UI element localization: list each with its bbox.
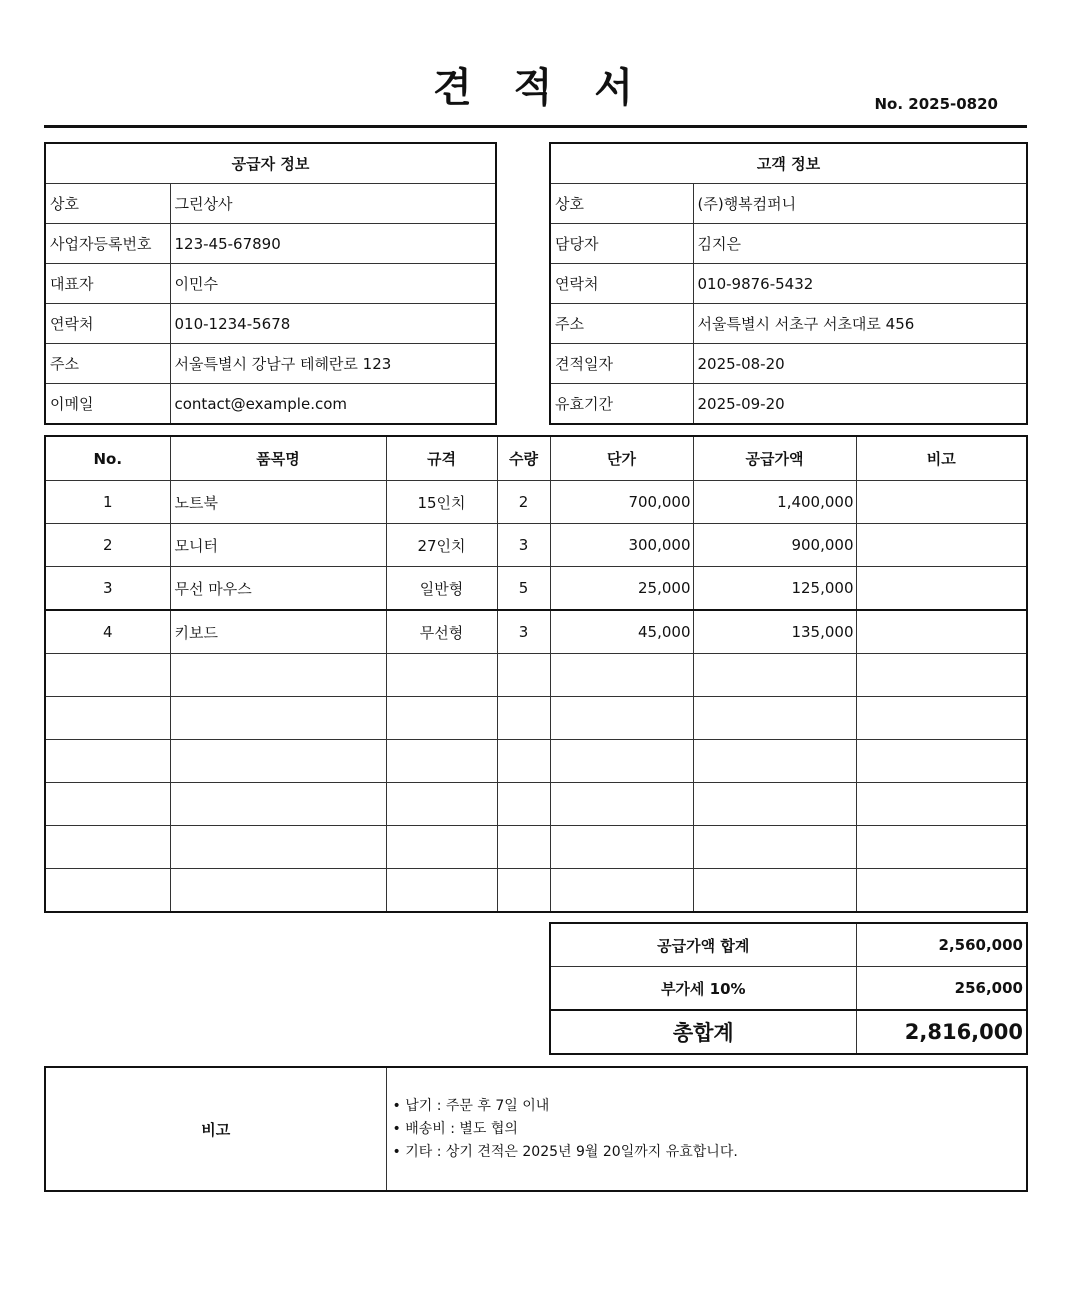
supplier-value: contact@example.com <box>170 384 496 425</box>
item-name: 무선 마우스 <box>170 567 386 611</box>
supplier-value: 그린상사 <box>170 184 496 224</box>
customer-row <box>550 384 1027 425</box>
customer-value: 서울특별시 서초구 서초대로 456 <box>693 304 1027 344</box>
notes-list <box>391 1095 1023 1164</box>
supplier-label: 상호 <box>45 184 170 224</box>
col-header-qty: 수량 <box>497 436 550 481</box>
total-label: 총합계 <box>550 1010 856 1054</box>
col-header-amount: 공급가액 <box>693 436 856 481</box>
empty-row <box>45 783 1027 826</box>
supplier-label: 대표자 <box>45 264 170 304</box>
empty-row <box>45 697 1027 740</box>
document-title: 견 적 서 <box>433 65 647 111</box>
supplier-label: 연락처 <box>45 304 170 344</box>
document-number: No. 2025-0820 <box>874 95 998 113</box>
supplier-row <box>45 304 496 344</box>
table-row <box>45 524 1027 567</box>
supplier-label: 사업자등록번호 <box>45 224 170 264</box>
vat-label: 부가세 10% <box>550 967 856 1011</box>
item-amount: 125,000 <box>693 567 856 611</box>
item-spec: 무선형 <box>386 610 497 654</box>
supplier-row <box>45 264 496 304</box>
summary-table <box>549 922 1028 1055</box>
item-no: 2 <box>45 524 170 567</box>
item-unit-price: 25,000 <box>550 567 693 611</box>
title-divider <box>44 125 1027 128</box>
col-header-unit-price: 단가 <box>550 436 693 481</box>
item-name: 노트북 <box>170 481 386 524</box>
item-unit-price: 300,000 <box>550 524 693 567</box>
item-spec: 27인치 <box>386 524 497 567</box>
customer-info-table <box>549 142 1028 425</box>
item-qty: 3 <box>497 610 550 654</box>
empty-row <box>45 869 1027 913</box>
supplier-row <box>45 184 496 224</box>
total-value: 2,816,000 <box>856 1010 1027 1054</box>
customer-row <box>550 224 1027 264</box>
item-qty: 5 <box>497 567 550 611</box>
item-note <box>856 567 1027 611</box>
customer-label: 유효기간 <box>550 384 693 425</box>
customer-header: 고객 정보 <box>550 143 1027 184</box>
col-header-spec: 규격 <box>386 436 497 481</box>
customer-label: 상호 <box>550 184 693 224</box>
item-name: 모니터 <box>170 524 386 567</box>
supplier-row <box>45 344 496 384</box>
total-row <box>550 1010 1027 1054</box>
item-qty: 2 <box>497 481 550 524</box>
supplier-row <box>45 384 496 425</box>
customer-value: (주)행복컴퍼니 <box>693 184 1027 224</box>
subtotal-label: 공급가액 합계 <box>550 923 856 967</box>
customer-label: 주소 <box>550 304 693 344</box>
empty-row <box>45 826 1027 869</box>
item-no: 4 <box>45 610 170 654</box>
customer-value: 010-9876-5432 <box>693 264 1027 304</box>
customer-row <box>550 344 1027 384</box>
note-line: • 납기 : 주문 후 7일 이내 <box>393 1095 1023 1118</box>
vat-row <box>550 967 1027 1011</box>
vat-value: 256,000 <box>856 967 1027 1011</box>
notes-label: 비고 <box>45 1067 386 1191</box>
supplier-value: 010-1234-5678 <box>170 304 496 344</box>
table-row <box>45 610 1027 654</box>
customer-label: 연락처 <box>550 264 693 304</box>
item-qty: 3 <box>497 524 550 567</box>
supplier-header: 공급자 정보 <box>45 143 496 184</box>
item-spec: 15인치 <box>386 481 497 524</box>
table-row <box>45 567 1027 611</box>
customer-value: 2025-08-20 <box>693 344 1027 384</box>
customer-row <box>550 304 1027 344</box>
supplier-label: 이메일 <box>45 384 170 425</box>
empty-row <box>45 654 1027 697</box>
items-table <box>44 435 1028 913</box>
col-header-name: 품목명 <box>170 436 386 481</box>
item-amount: 135,000 <box>693 610 856 654</box>
note-line: • 배송비 : 별도 협의 <box>393 1118 1023 1141</box>
items-header-row <box>45 436 1027 481</box>
supplier-info-table <box>44 142 497 425</box>
supplier-value: 123-45-67890 <box>170 224 496 264</box>
supplier-value: 서울특별시 강남구 테헤란로 123 <box>170 344 496 384</box>
supplier-value: 이민수 <box>170 264 496 304</box>
item-amount: 1,400,000 <box>693 481 856 524</box>
item-note <box>856 524 1027 567</box>
item-name: 키보드 <box>170 610 386 654</box>
col-header-no: No. <box>45 436 170 481</box>
customer-label: 담당자 <box>550 224 693 264</box>
customer-value: 2025-09-20 <box>693 384 1027 425</box>
item-note <box>856 481 1027 524</box>
note-line: • 기타 : 상기 견적은 2025년 9월 20일까지 유효합니다. <box>393 1141 1023 1164</box>
subtotal-value: 2,560,000 <box>856 923 1027 967</box>
customer-value: 김지은 <box>693 224 1027 264</box>
item-no: 3 <box>45 567 170 611</box>
col-header-note: 비고 <box>856 436 1027 481</box>
subtotal-row <box>550 923 1027 967</box>
customer-label: 견적일자 <box>550 344 693 384</box>
notes-content <box>386 1067 1027 1191</box>
item-unit-price: 45,000 <box>550 610 693 654</box>
supplier-label: 주소 <box>45 344 170 384</box>
notes-table <box>44 1066 1028 1192</box>
item-no: 1 <box>45 481 170 524</box>
item-spec: 일반형 <box>386 567 497 611</box>
item-note <box>856 610 1027 654</box>
empty-row <box>45 740 1027 783</box>
table-row <box>45 481 1027 524</box>
item-amount: 900,000 <box>693 524 856 567</box>
item-unit-price: 700,000 <box>550 481 693 524</box>
customer-row <box>550 264 1027 304</box>
customer-row <box>550 184 1027 224</box>
supplier-row <box>45 224 496 264</box>
